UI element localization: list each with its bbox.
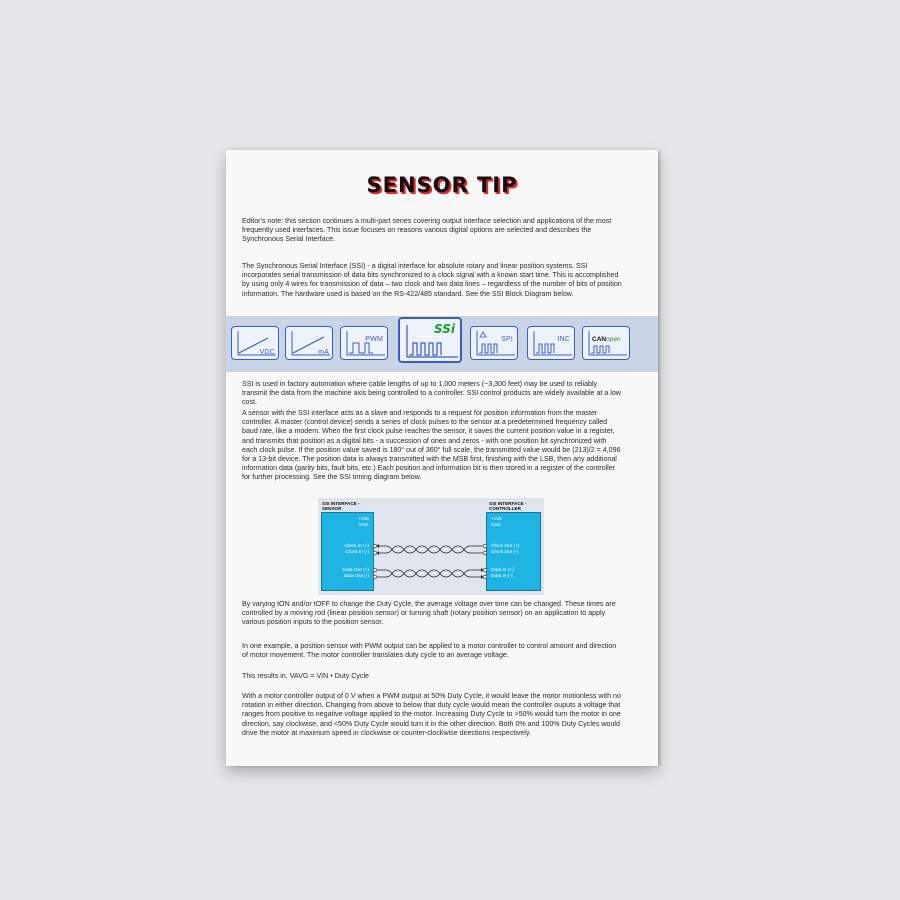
body-paragraph-1 bbox=[242, 380, 622, 408]
intro-text: The Synchronous Serial Interface (SSI) - a digital interface for absolute rotary and linear position systems. SSI incorporates serial transmission of data bits synchronized to a clock signal with a known start time. This is accomplished by using only 4 wires for transmission of data – two clock and two data lines – regardless of the number of bits of position information. The hardware used is based on the RS-422/485 standard. See the SSI Block Diagram below. bbox=[242, 262, 622, 298]
ssi-logo: SSi bbox=[434, 322, 455, 336]
editor-note-text: Editor's note: this section continues a multi-part series covering output interface selection and applications of the most frequently used interfaces. This issue focuses on reasons various digital options are selected and describes the Synchronous Serial Interface. bbox=[242, 217, 612, 244]
pulse-icon bbox=[528, 327, 576, 361]
sensor-title-line-2: SENSOR bbox=[322, 506, 342, 511]
body-text-2: A sensor with the SSI interface acts as a slave and responds to a request for position information from the master controller. A master (control device) sends a series of clock pulses to the sensor at a predetermined frequency called baud rate, like a modem. When the first clock pulse reaches the sensor, it saves the current position value in a register, and transmits that position as a digital bits - a succession of ones and zeros - with one position bit synchronized with each clock pulse. If the position value saved is 180° out of 360° full scale, the transmitted value would be (213)/2 = 4,096 for a 13-bit device. The position data is always transmitted with the MSB first, finishing with the LSB, then any additional information data (parity bits, fault bits, etc.) Each position and information bit is then stored in a register of the controller for further processing. See the SSI timing diagram below. bbox=[242, 409, 621, 482]
intro-paragraph bbox=[242, 262, 622, 299]
vdc-label: VDC bbox=[259, 349, 275, 356]
body-paragraph-3 bbox=[242, 600, 622, 628]
spi-interface-icon bbox=[470, 326, 518, 360]
ma-interface-icon bbox=[285, 326, 333, 360]
ssi-block-diagram bbox=[318, 498, 544, 595]
pwm-interface-icon bbox=[340, 326, 388, 360]
body-paragraph-4 bbox=[242, 642, 622, 660]
sensor-pin-data-plus: Data Out (+) bbox=[342, 568, 369, 573]
controller-title-line-2: CONTROLLER bbox=[489, 506, 521, 511]
controller-pin-data-minus: Data In (-) bbox=[491, 574, 513, 579]
body-paragraph-2 bbox=[242, 409, 622, 483]
sensor-pin-clock-minus: Clock In (-) bbox=[345, 550, 369, 555]
controller-pin-data-plus: Data In (+) bbox=[491, 568, 514, 573]
inc-interface-icon bbox=[527, 326, 575, 360]
open-text: open bbox=[606, 336, 621, 343]
body-text-1: SSI is used in factory automation where cable lengths of up to 1,000 meters (~3,300 feet) may be used to reliably transmit the data from the machine axis being controlled to a controller. SSI control products are widely available at a low cost. bbox=[242, 380, 621, 407]
pulse-icon bbox=[471, 327, 519, 361]
pwm-label: PWM bbox=[365, 336, 383, 343]
sensor-pin-gnd: Gnd. bbox=[358, 523, 369, 528]
body-text-5: This results in, VAVG = VIN • Duty Cycle bbox=[242, 672, 369, 680]
vdc-interface-icon bbox=[231, 326, 279, 360]
spi-label: SPI bbox=[501, 336, 513, 343]
inc-label: INC bbox=[557, 336, 570, 343]
body-text-4: In one example, a position sensor with PWM output can be applied to a motor controller to control amount and direction of motor movement. The motor controller translates duty cycle to an average voltage. bbox=[242, 642, 617, 660]
twisted-pair-wires bbox=[318, 498, 544, 595]
controller-pin-clock-minus: Clock Out (-) bbox=[491, 550, 519, 555]
body-paragraph-6 bbox=[242, 692, 622, 738]
sensor-title-line-1: SSI INTERFACE - bbox=[322, 501, 360, 506]
body-text-6: With a motor controller output of 0 V when a PWM output at 50% Duty Cycle, it would leave the motor motionless with no rotation in either direction. Changing from above to below that duty cycle would mean the controller ouputs a voltage that ranges from positive to negative voltage applied to the motor. Increasing Duty Cycle to >50% would turn the motor in one direction, say clockwise, and <50% Duty Cycle would turn it in the other direction. Both 0% and 100% Duty Cycles would drive the motor at maximum speed in clockwise or counter-clockwise directions respectively. bbox=[242, 692, 621, 737]
body-paragraph-5 bbox=[242, 672, 622, 681]
controller-pin-gnd: Gnd. bbox=[491, 523, 502, 528]
editor-note bbox=[242, 217, 622, 245]
sensor-pin-vdc: +Vdc bbox=[357, 517, 369, 522]
booklet-page bbox=[226, 150, 658, 766]
can-text: CAN bbox=[592, 336, 607, 343]
ma-label: mA bbox=[318, 349, 329, 356]
controller-pin-clock-plus: Clock Out (+) bbox=[491, 544, 520, 549]
page-title: SENSOR TIP bbox=[366, 173, 518, 197]
controller-pin-vdc: +Vdc bbox=[491, 517, 503, 522]
pulse-icon bbox=[341, 327, 389, 361]
sensor-pin-data-minus: Data Out (-) bbox=[343, 574, 369, 579]
pulse-icon bbox=[583, 327, 631, 361]
controller-title-line-1: SSI INTERFACE - bbox=[489, 501, 527, 506]
body-text-3: By varying tON and/or tOFF to change the Duty Cycle, the average voltage over time can be changed. These times are controlled by a moving rod (linear position sensor) or turning shaft (rotary position sensor) on an application to apply various position inputs to the position sensor. bbox=[242, 600, 616, 627]
canopen-logo bbox=[592, 336, 621, 343]
canopen-interface-icon bbox=[582, 326, 630, 360]
sensor-pin-clock-plus: Clock In (+) bbox=[344, 544, 369, 549]
ssi-interface-icon bbox=[398, 317, 462, 363]
